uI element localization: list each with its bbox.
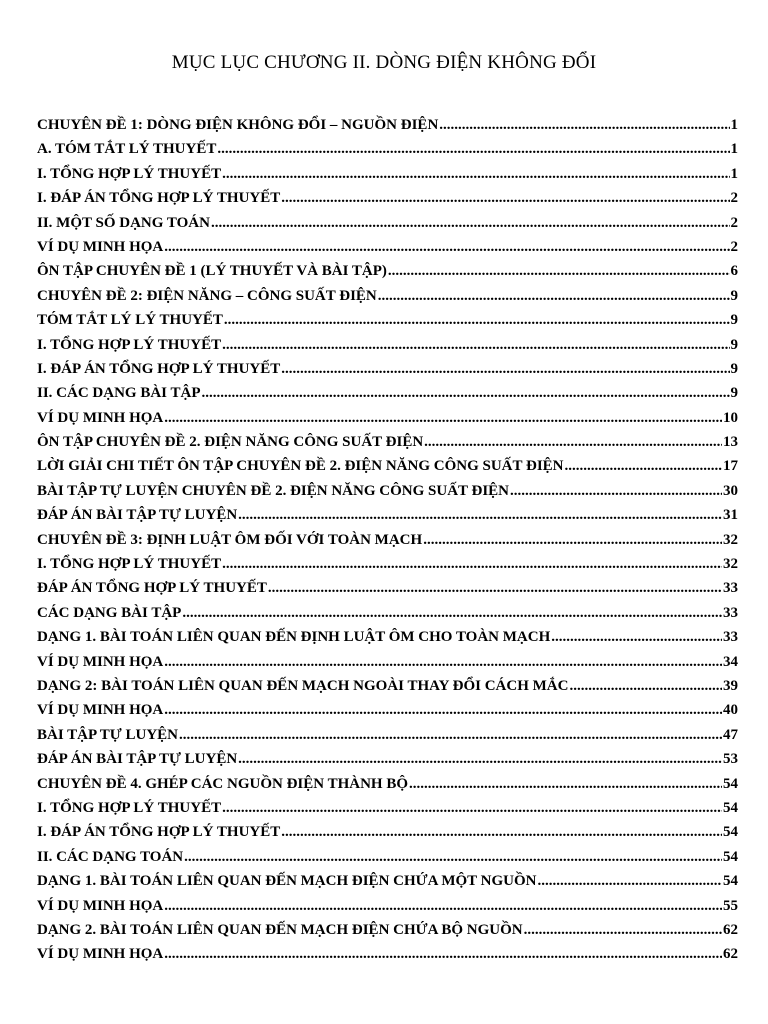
toc-entry-title: BÀI TẬP TỰ LUYỆN [37,726,179,743]
toc-entry-page-number: 2 [730,190,738,207]
toc-entry-page-number: 54 [723,775,738,792]
toc-entry-title: VÍ DỤ MINH HỌA [37,409,164,426]
toc-entry[interactable] [37,263,738,287]
toc-dot-leader [409,776,722,793]
toc-entry[interactable] [37,434,738,458]
toc-entry-page-number: 1 [730,165,738,182]
toc-entry-title: ĐÁP ÁN BÀI TẬP TỰ LUYỆN [37,751,238,768]
toc-entry-title: VÍ DỤ MINH HỌA [37,702,164,719]
toc-dot-leader [569,678,722,695]
toc-entry-page-number: 17 [723,458,738,475]
toc-entry[interactable] [37,946,738,970]
toc-entry[interactable] [37,776,738,800]
toc-entry[interactable] [37,117,738,141]
toc-entry[interactable] [37,215,738,239]
toc-entry[interactable] [37,337,738,361]
table-of-contents [37,117,738,971]
toc-entry-page-number: 54 [723,824,738,841]
toc-entry-title: VÍ DỤ MINH HỌA [37,238,164,255]
toc-entry[interactable] [37,385,738,409]
toc-dot-leader [222,556,722,573]
toc-entry[interactable] [37,702,738,726]
toc-dot-leader [182,605,722,622]
toc-entry-page-number: 54 [723,799,738,816]
toc-entry-title: VÍ DỤ MINH HỌA [37,897,164,914]
toc-entry-title: BÀI TẬP TỰ LUYỆN CHUYÊN ĐỀ 2. ĐIỆN NĂNG CÔNG SUẤT ĐIỆN [37,482,510,499]
toc-dot-leader [164,702,722,719]
toc-entry-title: LỜI GIẢI CHI TIẾT ÔN TẬP CHUYÊN ĐỀ 2. ĐIỆN NĂNG CÔNG SUẤT ĐIỆN [37,458,564,475]
toc-entry-page-number: 9 [730,287,738,304]
toc-entry-page-number: 10 [723,409,738,426]
toc-entry[interactable] [37,922,738,946]
toc-dot-leader [378,288,730,305]
toc-entry-page-number: 33 [723,604,738,621]
toc-dot-leader [211,215,730,232]
toc-entry-title: II. MỘT SỐ DẠNG TOÁN [37,214,210,231]
toc-entry-page-number: 33 [723,580,738,597]
toc-dot-leader [238,751,722,768]
toc-entry-title: I. ĐÁP ÁN TỔNG HỢP LÝ THUYẾT [37,190,281,207]
toc-entry[interactable] [37,507,738,531]
toc-entry-title: ÔN TẬP CHUYÊN ĐỀ 2. ĐIỆN NĂNG CÔNG SUẤT ĐIỆN [37,434,424,451]
toc-dot-leader [565,458,723,475]
toc-entry-page-number: 32 [723,556,738,573]
toc-entry[interactable] [37,654,738,678]
toc-entry-title: II. CÁC DẠNG TOÁN [37,848,184,865]
toc-entry-title: CHUYÊN ĐỀ 2: ĐIỆN NĂNG – CÔNG SUẤT ĐIỆN [37,287,377,304]
toc-entry[interactable] [37,483,738,507]
toc-entry-title: I. ĐÁP ÁN TỔNG HỢP LÝ THUYẾT [37,360,281,377]
toc-entry-title: I. TỔNG HỢP LÝ THUYẾT [37,556,222,573]
toc-entry-title: DẠNG 2: BÀI TOÁN LIÊN QUAN ĐẾN MẠCH NGOÀI THAY ĐỔI CÁCH MẮC [37,677,569,694]
toc-entry-page-number: 31 [723,507,738,524]
toc-dot-leader [217,141,729,158]
toc-entry-title: CHUYÊN ĐỀ 3: ĐỊNH LUẬT ÔM ĐỐI VỚI TOÀN MẠCH [37,531,423,548]
toc-entry[interactable] [37,629,738,653]
toc-entry[interactable] [37,873,738,897]
toc-entry-page-number: 32 [723,531,738,548]
toc-entry-page-number: 40 [723,702,738,719]
toc-entry-title: CÁC DẠNG BÀI TẬP [37,604,182,621]
toc-entry[interactable] [37,239,738,263]
toc-entry-title: II. CÁC DẠNG BÀI TẬP [37,385,201,402]
toc-entry-page-number: 53 [723,751,738,768]
toc-entry-title: DẠNG 2. BÀI TOÁN LIÊN QUAN ĐẾN MẠCH ĐIỆN CHỨA BỘ NGUỒN [37,921,523,938]
toc-entry-title: CHUYÊN ĐỀ 4. GHÉP CÁC NGUỒN ĐIỆN THÀNH BỘ [37,775,409,792]
toc-entry[interactable] [37,288,738,312]
toc-entry-title: ĐÁP ÁN BÀI TẬP TỰ LUYỆN [37,507,238,524]
toc-entry[interactable] [37,824,738,848]
toc-entry-page-number: 30 [723,482,738,499]
toc-entry-page-number: 13 [723,434,738,451]
toc-dot-leader [537,873,722,890]
toc-dot-leader [510,483,722,500]
toc-dot-leader [281,361,729,378]
toc-entry[interactable] [37,605,738,629]
toc-dot-leader [164,239,729,256]
toc-entry-title: A. TÓM TẮT LÝ THUYẾT [37,141,217,158]
toc-dot-leader [524,922,722,939]
toc-entry-page-number: 39 [723,677,738,694]
toc-entry-page-number: 54 [723,848,738,865]
toc-entry-page-number: 9 [730,336,738,353]
toc-dot-leader [281,190,729,207]
toc-entry-page-number: 62 [723,946,738,963]
toc-entry[interactable] [37,458,738,482]
toc-dot-leader [423,532,722,549]
toc-entry-title: I. TỔNG HỢP LÝ THUYẾT [37,336,222,353]
toc-entry[interactable] [37,361,738,385]
toc-dot-leader [164,654,722,671]
toc-entry-title: I. ĐÁP ÁN TỔNG HỢP LÝ THUYẾT [37,824,281,841]
toc-entry-page-number: 9 [730,385,738,402]
toc-dot-leader [184,849,722,866]
toc-dot-leader [164,946,722,963]
toc-dot-leader [222,166,729,183]
toc-entry-page-number: 47 [723,726,738,743]
toc-entry[interactable] [37,190,738,214]
toc-title: MỤC LỤC CHƯƠNG II. DÒNG ĐIỆN KHÔNG ĐỔI [171,52,597,73]
toc-dot-leader [439,117,729,134]
toc-dot-leader [424,434,722,451]
toc-entry-page-number: 1 [730,141,738,158]
toc-entry[interactable] [37,580,738,604]
toc-entry-page-number: 9 [730,360,738,377]
toc-dot-leader [551,629,722,646]
toc-entry-page-number: 62 [723,921,738,938]
toc-entry[interactable] [37,312,738,336]
toc-entry-title: CHUYÊN ĐỀ 1: DÒNG ĐIỆN KHÔNG ĐỔI – NGUỒN ĐIỆN [37,117,439,133]
toc-entry[interactable] [37,800,738,824]
toc-dot-leader [388,263,730,280]
toc-dot-leader [202,385,730,402]
toc-entry-title: VÍ DỤ MINH HỌA [37,946,164,963]
toc-entry-title: VÍ DỤ MINH HỌA [37,653,164,670]
toc-entry[interactable] [37,532,738,556]
toc-entry-title: DẠNG 1. BÀI TOÁN LIÊN QUAN ĐẾN ĐỊNH LUẬT ÔM CHO TOÀN MẠCH [37,629,551,646]
toc-dot-leader [164,898,722,915]
toc-dot-leader [268,580,722,597]
toc-entry[interactable] [37,849,738,873]
toc-entry[interactable] [37,898,738,922]
toc-dot-leader [222,800,722,817]
toc-dot-leader [222,337,729,354]
toc-entry-title: I. TỔNG HỢP LÝ THUYẾT [37,165,222,182]
toc-entry[interactable] [37,166,738,190]
toc-dot-leader [281,824,722,841]
toc-entry-page-number: 55 [723,897,738,914]
toc-entry-page-number: 2 [730,214,738,231]
toc-dot-leader [179,727,722,744]
toc-entry[interactable] [37,410,738,434]
toc-entry-title: I. TỔNG HỢP LÝ THUYẾT [37,799,222,816]
toc-entry-page-number: 34 [723,653,738,670]
toc-dot-leader [238,507,722,524]
toc-entry-title: DẠNG 1. BÀI TOÁN LIÊN QUAN ĐẾN MẠCH ĐIỆN CHỨA MỘT NGUỒN [37,873,537,890]
toc-entry-page-number: 54 [723,873,738,890]
toc-entry[interactable] [37,727,738,751]
toc-dot-leader [224,312,730,329]
toc-entry[interactable] [37,678,738,702]
toc-entry-page-number: 9 [730,312,738,329]
toc-dot-leader [164,410,722,427]
toc-entry[interactable] [37,556,738,580]
toc-entry-title: TÓM TẮT LÝ LÝ THUYẾT [37,312,223,329]
toc-entry-page-number: 2 [730,238,738,255]
toc-entry-page-number: 33 [723,629,738,646]
toc-entry[interactable] [37,141,738,165]
toc-entry[interactable] [37,751,738,775]
toc-entry-page-number: 6 [730,263,738,280]
toc-entry-title: ÔN TẬP CHUYÊN ĐỀ 1 (LÝ THUYẾT VÀ BÀI TẬP) [37,263,387,280]
toc-entry-title: ĐÁP ÁN TỔNG HỢP LÝ THUYẾT [37,580,267,597]
toc-entry-page-number: 1 [730,117,738,133]
